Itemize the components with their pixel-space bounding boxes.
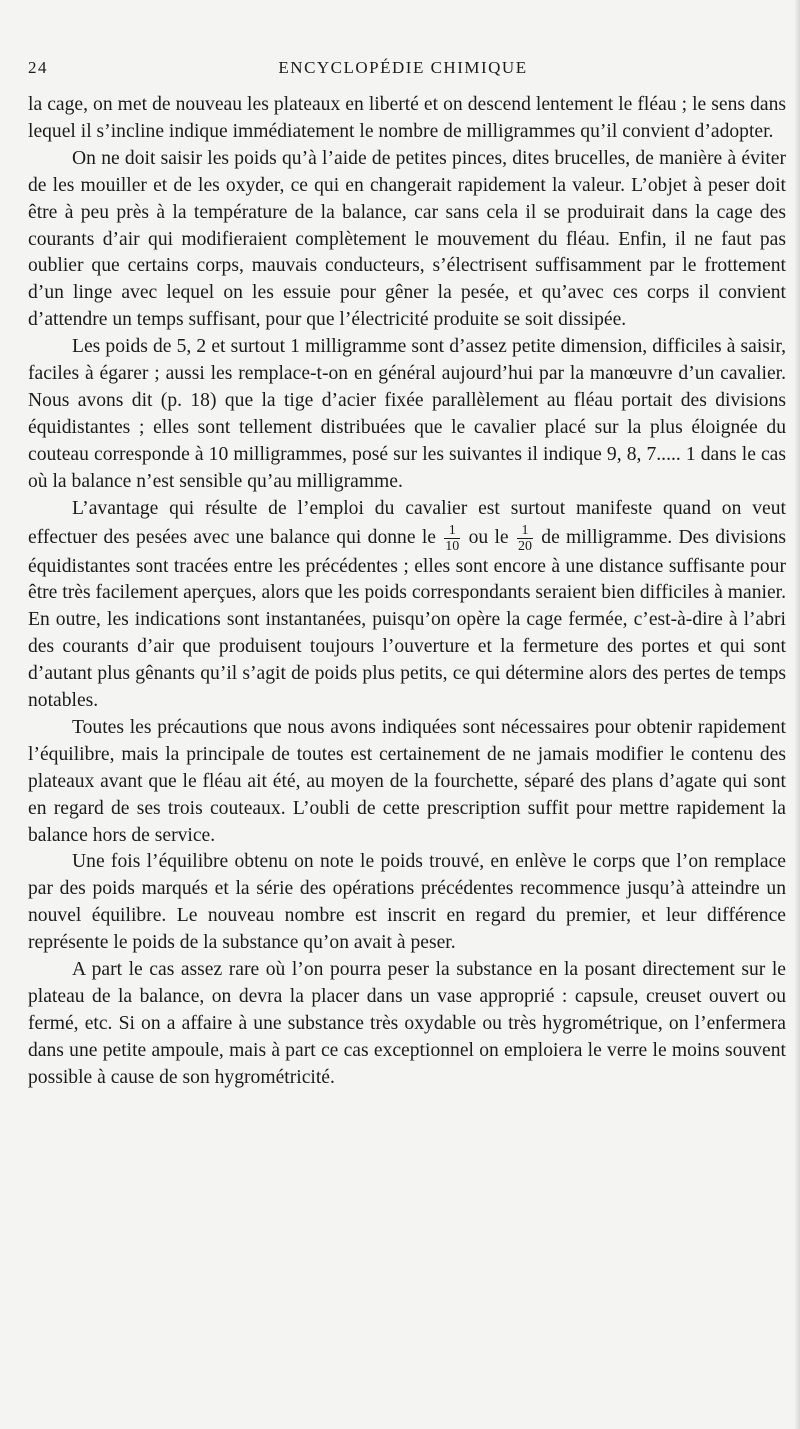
paragraph: Les poids de 5, 2 et surtout 1 milligramme sont d’assez petite dimension, difficiles à saisir, faciles à égarer ; aussi les remplace-t-on en général aujourd’hui par la manœuvre d’un cavalier. Nous avons dit (p. 18) que la tige d’acier fixée parallèlement au fléau portait des divisions équidistantes ; elles sont tellement distribuées que le cavalier placé sur la plus éloignée du couteau corresponde à 10 milligrammes, posé sur les suivantes il indique 9, 8, 7..... 1 dans le cas où la balance n’est sensible qu’au milligramme. bbox=[28, 336, 786, 492]
page-body bbox=[28, 92, 786, 1092]
paragraph: la cage, on met de nouveau les plateaux en liberté et on descend lentement le fléau ; le sens dans lequel il s’incline indique immédiatement le nombre de milligrammes qu’il convient d’adopter. bbox=[28, 94, 786, 142]
paragraph: Toutes les précautions que nous avons indiquées sont nécessaires pour obtenir rapidement l’équilibre, mais la principale de toutes est certainement de ne jamais modifier le contenu des plateaux avant que le fléau ait été, au moyen de la fourchette, séparé des plans d’agate qui sont en regard de ses trois couteaux. L’oubli de cette prescription suffit pour mettre rapidement la balance hors de service. bbox=[28, 716, 786, 846]
fraction-numerator: 1 bbox=[517, 523, 533, 539]
paragraph-with-fractions bbox=[28, 496, 786, 715]
paragraph-text: L’avantage qui résulte de l’emploi du cavalier est surtout manifeste quand on veut effectuer des pesées avec une balance qui donne le bbox=[28, 497, 786, 548]
running-title: ENCYCLOPÉDIE CHIMIQUE bbox=[278, 58, 528, 77]
paragraph: A part le cas assez rare où l’on pourra peser la substance en la posant directement sur le plateau de la balance, on devra la placer dans un vase approprié : capsule, creuset ouvert ou fermé, etc. Si on a affaire à une substance très oxydable ou très hygrométrique, on l’enfermera dans une petite ampoule, mais à part ce cas exceptionnel on emploiera le verre le moins souvent possible à cause de son hygrométricité. bbox=[28, 959, 786, 1088]
page-edge-shadow bbox=[794, 0, 800, 1429]
fraction-numerator: 1 bbox=[444, 523, 460, 539]
paragraph: On ne doit saisir les poids qu’à l’aide de petites pinces, dites brucelles, de manière à éviter de les mouiller et de les oxyder, ce qui en changerait rapidement la valeur. L’objet à peser doit être à peu près à la température de la balance, car sans cela il se produirait dans la cage des courants d’air qui modifieraient complètement le mouvement du fléau. Enfin, il ne faut pas oublier que certains corps, mauvais conducteurs, s’électrisent suffisamment par le frottement d’un linge avec lequel on les essuie pour gêner la pesée, et qu’avec ces corps il convient d’attendre un temps suffisant, pour que l’électricité produite se soit dissipée. bbox=[28, 147, 786, 331]
running-header bbox=[28, 58, 778, 82]
fraction-one-twentieth bbox=[517, 523, 533, 554]
paragraph: Une fois l’équilibre obtenu on note le poids trouvé, en enlève le corps que l’on remplace par des poids marqués et la série des opérations précédentes recommence jusqu’à atteindre un nouvel équilibre. Le nouveau nombre est inscrit en regard du premier, et leur différence représente le poids de la substance qu’on avait à peser. bbox=[28, 851, 786, 954]
fraction-denominator: 10 bbox=[445, 538, 460, 554]
paragraph-text: de milligramme. Des divisions équidistantes sont tracées entre les précédentes ; elles sont encore à une distance suffisante pour être très facilement aperçues, alors que les poids correspondants seraient bien difficiles à manier. En outre, les indications sont instantanées, puisqu’on opère la cage fermée, c’est-à-dire à l’abri des courants d’air que produisent toujours l’ouverture et la fermeture des portes et qui sont d’autant plus gênants qu’il s’agit de poids plus petits, ce qui détermine alors des pertes de temps notables. bbox=[28, 526, 787, 712]
fraction-one-tenth bbox=[444, 523, 460, 554]
paragraph-text: ou le bbox=[468, 526, 509, 548]
fraction-denominator: 20 bbox=[517, 538, 532, 554]
page-number: 24 bbox=[28, 58, 48, 77]
